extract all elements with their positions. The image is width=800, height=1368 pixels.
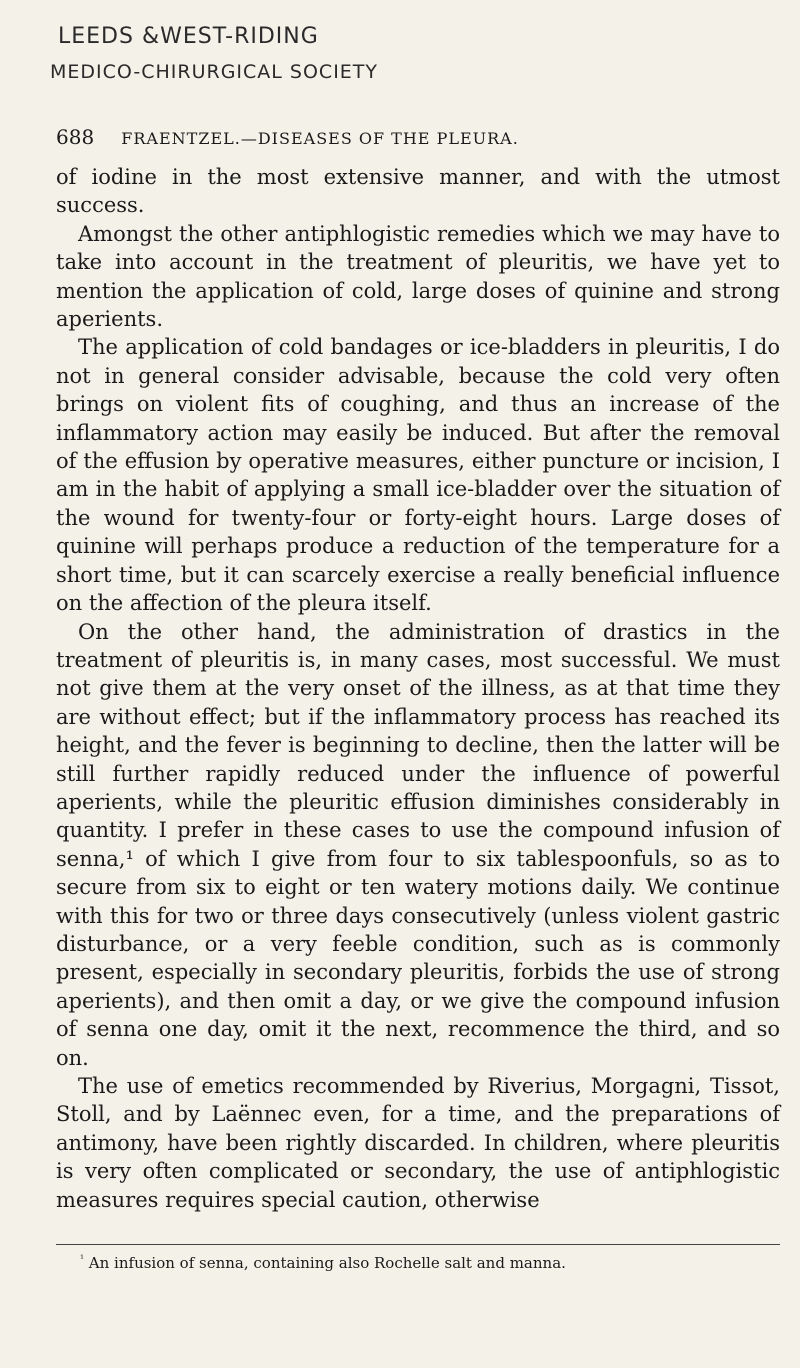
stamp-line-leeds: LEEDS &WEST-RIDING — [58, 24, 319, 49]
footnote-divider — [56, 1244, 780, 1245]
paragraph: of iodine in the most extensive manner, and with the utmost success. — [56, 165, 780, 218]
running-title: FRAENTZEL.—DISEASES OF THE PLEURA. — [121, 129, 519, 148]
stamp-line-society: MEDICO-CHIRURGICAL SOCIETY — [50, 61, 379, 83]
page-number: 688 — [56, 125, 95, 149]
running-head — [56, 125, 756, 149]
paragraph: The application of cold bandages or ice-bladders in pleuritis, I do not in general consider advisable, because the cold very often brings on violent fits of coughing, and thus an increase of the inflammatory action may easily be induced. But after the removal of the effusion by operative measures, either puncture or incision, I am in the habit of applying a small ice-bladder over the situation of the wound for twenty-four or forty-eight hours. Large doses of quinine will perhaps produce a reduction of the temperature for a short time, but it can scarcely exercise a really beneficial influence on the affection of the pleura itself. — [56, 335, 780, 616]
footnote — [80, 1250, 780, 1273]
paragraph: Amongst the other antiphlogistic remedies which we may have to take into account in the treatment of pleuritis, we have yet to mention the application of cold, large doses of quinine and strong aperients. — [56, 221, 780, 332]
footnote-text: An infusion of senna, containing also Rochelle salt and manna. — [88, 1254, 566, 1272]
library-stamp — [50, 24, 378, 84]
paragraph: On the other hand, the administration of drastics in the treatment of pleuritis is, in many cases, most successful. We must not give them at the very onset of the illness, as at that time they are without effect; but if the inflammatory process has reached its height, and the fever is beginning to decline, then the latter will be still further rapidly reduced under the influence of powerful aperients, while the pleuritic effusion diminishes considerably in quantity. I prefer in these cases to use the compound infusion of senna,¹ of which I give from four to six tablespoonfuls, so as to secure from six to eight or ten watery motions daily. We continue with this for two or three days consecutively (unless violent gastric disturbance, or a very feeble condition, such as is commonly present, especially in secondary pleuritis, forbids the use of strong aperients), and then omit a day, or we give the compound infusion of senna one day, omit it the next, recommence the third, and so on. — [56, 619, 780, 1070]
footnote-marker: ¹ — [80, 1254, 85, 1265]
body-text — [56, 163, 780, 1214]
paragraph: The use of emetics recommended by Riverius, Morgagni, Tissot, Stoll, and by Laënnec even, for a time, and the preparations of antimony, have been rightly discarded. In children, where pleuritis is very often complicated or secondary, the use of antiphlogistic measures requires special caution, otherwise — [56, 1074, 780, 1212]
